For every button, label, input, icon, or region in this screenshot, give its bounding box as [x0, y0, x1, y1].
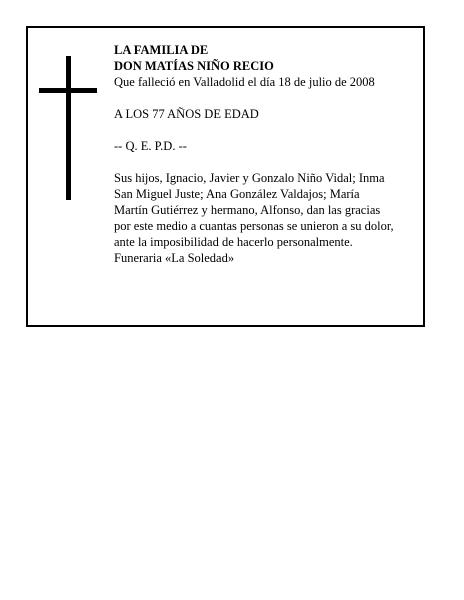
family-heading: LA FAMILIA DE [114, 43, 209, 57]
message-line: Sus hijos, Ignacio, Javier y Gonzalo Niño Vidal; Inma [114, 171, 385, 185]
message-line: Martín Gutiérrez y hermano, Alfonso, dan las gracias [114, 203, 381, 217]
deceased-name: DON MATÍAS NIÑO RECIO [114, 59, 274, 73]
spacer [114, 90, 424, 106]
thanks-message [114, 170, 424, 266]
message-line: San Miguel Juste; Ana González Valdajos; María [114, 187, 360, 201]
funeral-home: Funeraria «La Soledad» [114, 251, 235, 265]
death-info: Que falleció en Valladolid el día 18 de julio de 2008 [114, 75, 375, 89]
rip-line: -- Q. E. P.D. -- [114, 139, 187, 153]
obituary-notice [26, 26, 425, 327]
notice-content [114, 42, 424, 266]
spacer [114, 154, 424, 170]
cross-icon [39, 56, 97, 200]
age-line: A LOS 77 AÑOS DE EDAD [114, 107, 259, 121]
spacer [114, 122, 424, 138]
message-line: por este medio a cuantas personas se unieron a su dolor, [114, 219, 394, 233]
cross-horizontal-bar [39, 88, 97, 93]
message-line: ante la imposibilidad de hacerlo personalmente. [114, 235, 353, 249]
cross-vertical-bar [66, 56, 71, 200]
